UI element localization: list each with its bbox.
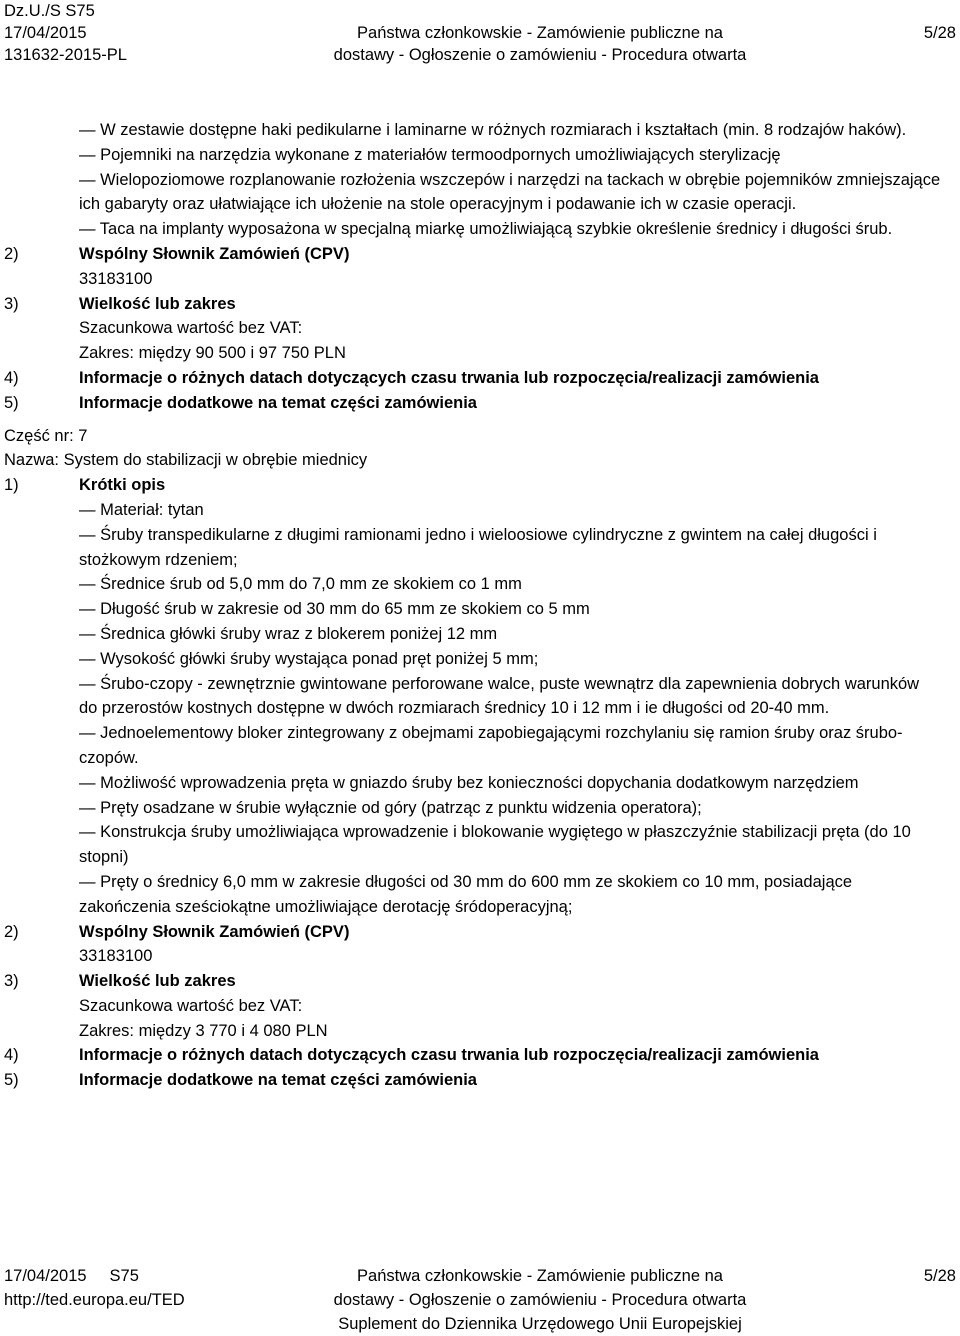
section-title: Wielkość lub zakres — [79, 294, 236, 313]
cpv-code: 33183100 — [79, 269, 153, 288]
size-range: Zakres: między 90 500 i 97 750 PLN — [79, 344, 346, 363]
list-item: — Wielopoziomowe rozplanowanie rozłożenia wszczepów i narzędzi na tackach w obrębie pojemników zmniejszające ich gabaryty oraz ułatwiające ich ułożenie na stole operacyjnym i podawanie ich w czasie operacji. — [79, 170, 941, 214]
page-header — [0, 0, 960, 70]
header-ref: 131632-2015-PL — [4, 46, 127, 64]
section-description — [0, 473, 960, 919]
footer-page: 5/28 — [923, 1267, 956, 1285]
section-number: 1) — [4, 476, 19, 495]
list-item: — Wysokość główki śruby wystająca ponad pręt poniżej 5 mm; — [79, 649, 539, 668]
list-item: — W zestawie dostępne haki pedikularne i laminarne w różnych rozmiarach i kształtach (min. 8 rodzajów haków). — [79, 121, 907, 139]
section-number: 3) — [4, 294, 19, 313]
footer-journal: S75 — [109, 1267, 139, 1285]
size-label: Szacunkowa wartość bez VAT: — [79, 319, 303, 338]
header-title — [300, 22, 780, 66]
header-journal: Dz.U./S S75 — [4, 2, 95, 20]
part-name: Nazwa: System do stabilizacji w obrębie miednicy — [4, 451, 368, 470]
size-label: Szacunkowa wartość bez VAT: — [79, 996, 303, 1015]
list-item: — Długość śrub w zakresie od 30 mm do 65 mm ze skokiem co 5 mm — [79, 600, 590, 619]
list-item: — Pręty osadzane w śrubie wyłącznie od góry (patrząc z punktu widzenia operatora); — [79, 798, 702, 817]
footer-title-line2: dostawy - Ogłoszenie o zamówieniu - Procedura otwarta — [333, 1291, 747, 1309]
section-number: 5) — [4, 393, 19, 412]
list-item: — Pojemniki na narzędzia wykonane z materiałów termoodpornych umożliwiających sterylizację — [79, 145, 781, 164]
header-date: 17/04/2015 — [4, 24, 87, 42]
cpv-code: 33183100 — [79, 947, 153, 966]
section-size — [0, 969, 960, 1043]
section-title: Krótki opis — [79, 476, 166, 495]
section-cpv — [0, 920, 960, 970]
header-page: 5/28 — [923, 24, 956, 42]
section-number: 4) — [4, 368, 19, 387]
header-title-line1: Państwa członkowskie - Zamówienie publiczne na — [357, 24, 723, 42]
section-number: 2) — [4, 922, 19, 941]
section-title: Wielkość lub zakres — [79, 972, 236, 991]
header-title-line2: dostawy - Ogłoszenie o zamówieniu - Procedura otwarta — [333, 46, 747, 64]
section-number: 5) — [4, 1071, 19, 1090]
part-number: Część nr: 7 — [4, 426, 88, 445]
section-number: 2) — [4, 244, 19, 263]
footer-left — [4, 1264, 185, 1312]
size-range: Zakres: między 3 770 i 4 080 PLN — [79, 1021, 328, 1040]
list-item: — Jednoelementowy bloker zintegrowany z obejmami zapobiegającymi rozchylaniu się ramion śruby oraz śrubo-czopów. — [79, 724, 903, 767]
header-left — [4, 0, 127, 66]
section-title: Wspólny Słownik Zamówień (CPV) — [79, 922, 350, 941]
footer-date: 17/04/2015 — [4, 1267, 87, 1285]
section-size — [0, 292, 960, 366]
list-item: — Konstrukcja śruby umożliwiająca wprowadzenie i blokowanie wygiętego w płaszczyźnie stabilizacji pręta (do 10 stopni) — [79, 823, 911, 867]
section-number: 3) — [4, 972, 19, 991]
footer-url[interactable]: http://ted.europa.eu/TED — [4, 1291, 185, 1309]
page-footer — [0, 1264, 960, 1334]
section-title: Wspólny Słownik Zamówień (CPV) — [79, 244, 350, 263]
list-item: — Taca na implanty wyposażona w specjalną miarkę umożliwiającą szybkie określenie średnicy i długości śrub. — [79, 220, 893, 239]
list-item: — Materiał: tytan — [79, 500, 204, 519]
section-extra — [0, 1068, 960, 1093]
section-dates — [0, 366, 960, 391]
list-item: — Pręty o średnicy 6,0 mm w zakresie długości od 30 mm do 600 mm ze skokiem co 10 mm, posiadające zakończenia sześciokątne umożliwiające derotację śródoperacyjną; — [79, 872, 853, 916]
section-title: Informacje dodatkowe na temat części zamówienia — [79, 1071, 477, 1090]
footer-date-line — [4, 1264, 185, 1288]
section-number: 4) — [4, 1046, 19, 1065]
footer-title-line1: Państwa członkowskie - Zamówienie publiczne na — [357, 1267, 723, 1285]
list-item: — Średnice śrub od 5,0 mm do 7,0 mm ze skokiem co 1 mm — [79, 575, 522, 594]
list-item: — Śruby transpedikularne z długimi ramionami jedno i wieloosiowe cylindryczne z gwintem na całej długości i stożkowym rdzeniem; — [79, 525, 877, 569]
section-dates — [0, 1043, 960, 1068]
section-title: Informacje o różnych datach dotyczących czasu trwania lub rozpoczęcia/realizacji zamówienia — [79, 1046, 819, 1065]
list-item: — Śrubo-czopy - zewnętrznie gwintowane perforowane walce, puste wewnątrz dla zapewnienia dobrych warunków do przerostów kostnych dostępne w dwóch rozmiarach średnicy 10 i 12 mm i ie długości od 20-40 mm. — [79, 674, 920, 718]
list-item: — Możliwość wprowadzenia pręta w gniazdo śruby bez konieczności dopychania dodatkowym narzędziem — [79, 773, 859, 792]
section-title: Informacje dodatkowe na temat części zamówienia — [79, 393, 477, 412]
section-extra — [0, 391, 960, 416]
top-items — [0, 118, 960, 242]
section-cpv — [0, 242, 960, 292]
document-body — [0, 118, 960, 1093]
section-title: Informacje o różnych datach dotyczących czasu trwania lub rozpoczęcia/realizacji zamówienia — [79, 368, 819, 387]
footer-title — [300, 1264, 780, 1336]
list-item: — Średnica główki śruby wraz z blokerem poniżej 12 mm — [79, 624, 498, 643]
footer-title-line3: Suplement do Dziennika Urzędowego Unii Europejskiej — [338, 1315, 742, 1333]
